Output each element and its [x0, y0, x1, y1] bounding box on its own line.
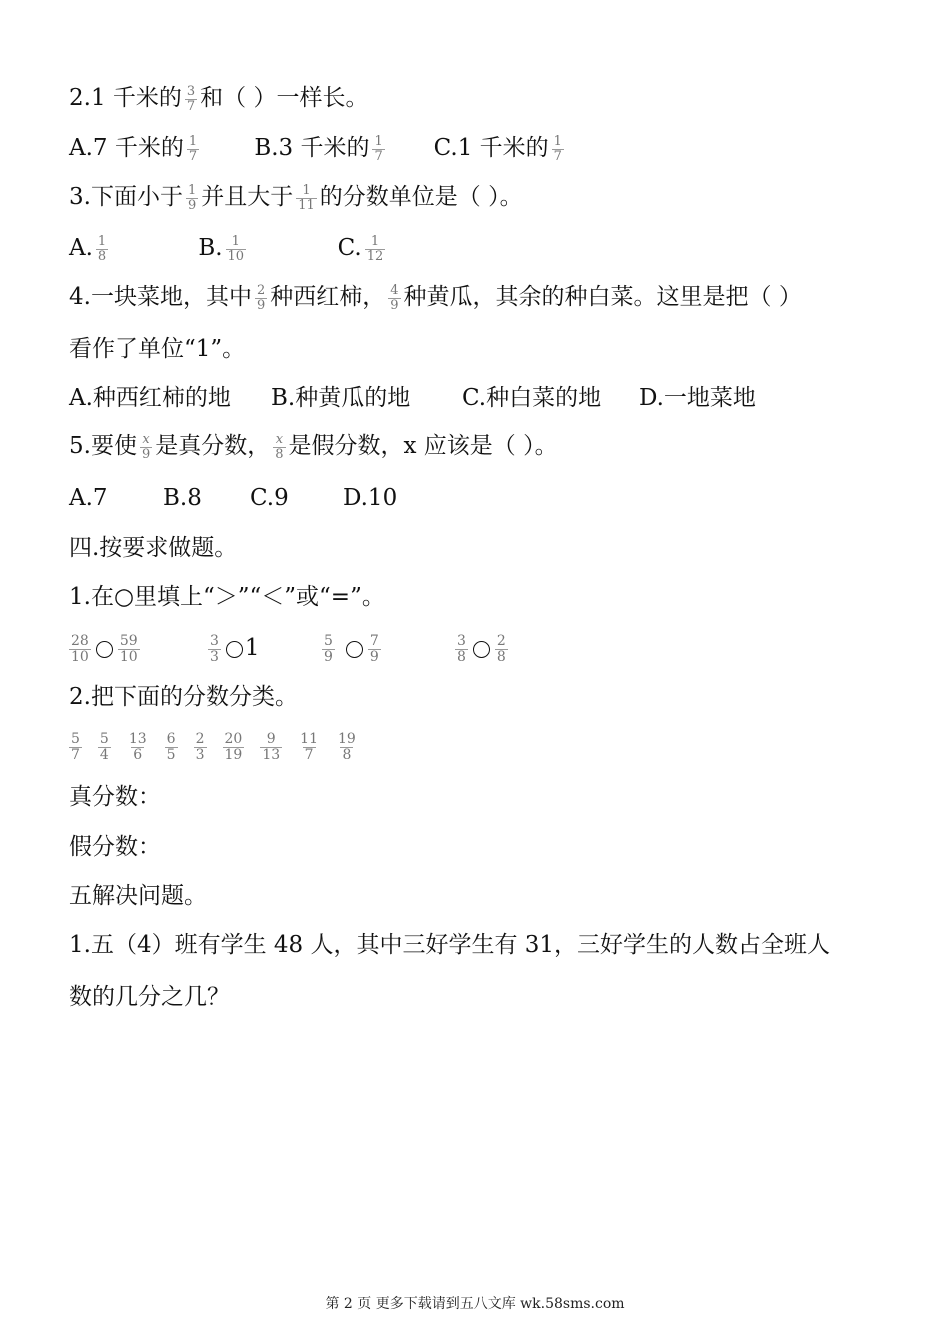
denominator: 7: [304, 746, 314, 763]
fraction: [69, 732, 82, 763]
fraction: [255, 284, 267, 313]
numerator: 4: [390, 282, 399, 298]
denominator: 10: [71, 648, 89, 665]
fraction: [127, 732, 149, 763]
q4-mid: 种西红柿，: [270, 284, 386, 310]
denominator: 8: [275, 446, 284, 462]
option-label: B.3 千米的: [254, 135, 370, 161]
numerator: 1: [302, 182, 311, 198]
option-c: [434, 133, 567, 164]
denominator: 5: [166, 746, 176, 763]
denominator: 9: [256, 297, 266, 313]
question-3-options: [69, 233, 388, 263]
denominator: 8: [496, 648, 506, 665]
denominator: 9: [141, 446, 151, 462]
answer-circle[interactable]: [96, 641, 113, 658]
section-5-q1-line2: 数的几分之几？: [69, 984, 230, 1010]
fraction: [552, 135, 564, 164]
section-4-q2: 2.把下面的分数分类。: [69, 684, 298, 710]
numerator: 28: [71, 632, 89, 649]
fraction: [187, 135, 199, 164]
question-4: [69, 282, 802, 312]
option-c: C.种白菜的地: [462, 385, 602, 411]
numerator: x: [275, 431, 284, 447]
fraction: [298, 732, 320, 763]
section-5-title: 五解决问题。: [69, 883, 207, 909]
numerator: 5: [71, 730, 80, 747]
numerator: 5: [324, 632, 333, 649]
denominator: 9: [390, 297, 399, 313]
q3-prefix: 3.下面小于: [69, 184, 183, 210]
numerator: 13: [128, 730, 147, 747]
section-5-q1-line1: 1.五（4）班有学生 48 人，其中三好学生有 31，三好学生的人数占全班人: [69, 932, 831, 958]
option-c: [338, 233, 389, 264]
numerator: 1: [374, 133, 383, 149]
question-3: [69, 182, 523, 212]
denominator: 13: [262, 746, 281, 763]
denominator: 8: [457, 648, 466, 665]
denominator: 9: [369, 648, 379, 665]
fraction: [495, 634, 508, 665]
numerator: 1: [231, 233, 240, 249]
option-label: A.: [69, 235, 93, 261]
question-2-options: [69, 133, 567, 163]
denominator: 9: [324, 648, 333, 665]
fraction: [69, 634, 91, 665]
denominator: 4: [99, 746, 109, 763]
fraction: [96, 235, 108, 264]
q4-suffix: 种黄瓜，其余的种白菜。这里是把（ ）: [403, 284, 802, 310]
section-4-title: 四.按要求做题。: [69, 535, 238, 561]
numerator: 3: [186, 83, 196, 99]
compare-item: [322, 630, 455, 666]
numerator: 2: [195, 730, 205, 747]
denominator: 7: [553, 148, 562, 164]
denominator: 19: [224, 746, 243, 763]
option-a: A.7: [69, 485, 108, 511]
fraction: [336, 732, 358, 763]
denominator: 10: [119, 648, 138, 665]
fraction: [118, 634, 140, 665]
fraction: [455, 634, 468, 665]
numerator: 1: [188, 133, 198, 149]
option-b: B.种黄瓜的地: [271, 385, 411, 411]
numerator: 59: [119, 632, 138, 649]
denominator: 8: [342, 746, 352, 763]
answer-circle[interactable]: [226, 641, 243, 658]
numerator: 1: [370, 233, 380, 249]
denominator: 8: [97, 248, 107, 264]
compare-item: [208, 630, 322, 666]
proper-fraction-label: 真分数：: [69, 784, 161, 810]
q2-prefix: 2.1 千米的: [69, 85, 182, 111]
option-b: B.8: [163, 485, 202, 511]
denominator: 3: [210, 648, 219, 665]
q5-prefix: 5.要使: [69, 433, 137, 459]
option-label: B.: [198, 235, 223, 261]
fraction: [273, 433, 285, 462]
fraction-list: [69, 728, 366, 764]
answer-circle[interactable]: [346, 641, 363, 658]
question-2: [69, 83, 368, 113]
numerator: 1: [97, 233, 107, 249]
numerator: 20: [224, 730, 243, 747]
fraction: [365, 235, 386, 264]
denominator: 7: [188, 148, 198, 164]
page-footer: 第 2 页 更多下载请到五八文库 wk.58sms.com: [325, 1296, 625, 1312]
numerator: 9: [266, 730, 276, 747]
fraction: [165, 732, 178, 763]
fraction: [185, 85, 197, 114]
numerator: 1: [187, 182, 197, 198]
fraction: [372, 135, 384, 164]
denominator: 7: [186, 98, 196, 114]
denominator: 11: [298, 197, 315, 213]
option-d: D.一地菜地: [639, 385, 756, 411]
numerator: 3: [457, 632, 466, 649]
compare-row: [69, 630, 511, 666]
numerator: 6: [166, 730, 176, 747]
q3-mid: 并且大于: [201, 184, 294, 210]
compare-item: [455, 630, 511, 666]
fraction: [296, 184, 317, 213]
question-4-line2: 看作了单位“1”。: [69, 336, 246, 362]
numerator: x: [142, 431, 150, 447]
numerator: 2: [496, 632, 506, 649]
numerator: 2: [256, 282, 266, 298]
fraction: [208, 634, 221, 665]
fraction: [388, 284, 400, 313]
option-c: C.9: [250, 485, 289, 511]
option-label: C.: [337, 235, 362, 261]
fraction: [194, 732, 207, 763]
numerator: 5: [99, 730, 109, 747]
fraction: [223, 732, 245, 763]
option-a: A.种西红柿的地: [69, 385, 231, 411]
fraction: [98, 732, 111, 763]
question-5-options: [69, 483, 397, 513]
question-4-options: [69, 383, 756, 413]
numerator: 11: [300, 730, 318, 747]
numerator: 19: [338, 730, 356, 747]
q5-suffix: 是假分数，x 应该是（ ）。: [288, 433, 558, 459]
answer-circle[interactable]: [473, 641, 490, 658]
numerator: 7: [369, 632, 379, 649]
denominator: 6: [133, 746, 143, 763]
denominator: 9: [187, 197, 197, 213]
q4-prefix: 4.一块菜地，其中: [69, 284, 252, 310]
option-b: [254, 133, 426, 164]
fraction: [322, 634, 335, 665]
numerator: 3: [210, 632, 219, 649]
option-a: [69, 233, 191, 264]
fraction: [260, 732, 282, 763]
denominator: 12: [366, 248, 384, 264]
section-4-q1: 1.在○里填上“＞”“＜”或“=”。: [69, 584, 385, 610]
fraction: [140, 433, 152, 462]
fraction: [226, 235, 247, 264]
denominator: 3: [195, 746, 205, 763]
q5-mid: 是真分数，: [155, 433, 271, 459]
improper-fraction-label: 假分数：: [69, 834, 161, 860]
compare-value: 1: [244, 635, 260, 661]
option-label: C.1 千米的: [433, 135, 549, 161]
option-a: [69, 133, 247, 164]
option-b: [198, 233, 330, 264]
option-d: D.10: [343, 485, 398, 511]
fraction: [186, 184, 198, 213]
compare-item: [69, 630, 208, 666]
denominator: 10: [227, 248, 245, 264]
fraction: [368, 634, 381, 665]
q3-suffix: 的分数单位是（ ）。: [319, 184, 523, 210]
q2-suffix: 和（ ）一样长。: [200, 85, 369, 111]
option-label: A.7 千米的: [69, 135, 184, 161]
question-5: [69, 431, 558, 461]
numerator: 1: [553, 133, 562, 149]
denominator: 7: [374, 148, 383, 164]
denominator: 7: [71, 746, 80, 763]
